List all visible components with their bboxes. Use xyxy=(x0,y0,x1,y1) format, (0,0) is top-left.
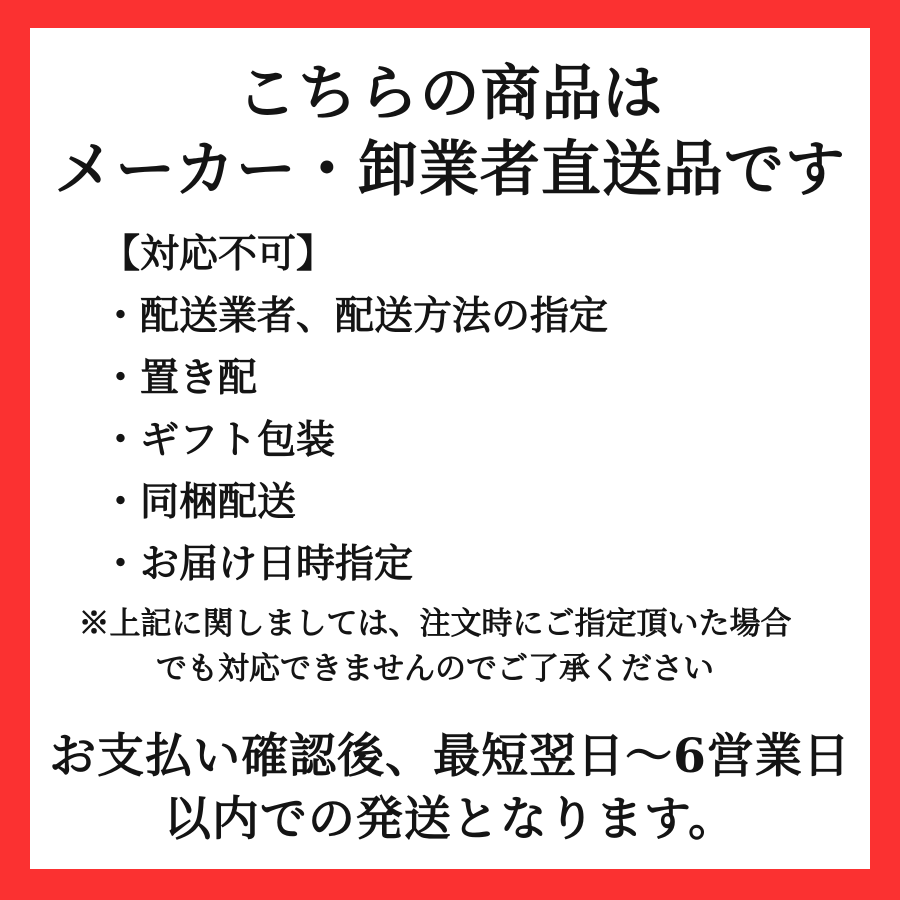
title-line-1: こちらの商品は xyxy=(236,59,664,129)
list-item-label: 置き配 xyxy=(140,355,258,401)
list-item xyxy=(101,533,850,595)
bullet-marker: ・ xyxy=(101,541,141,587)
list-item-label: ギフト包装 xyxy=(140,417,336,463)
bullet-marker: ・ xyxy=(101,479,141,525)
disclaimer-line-2: でも対応できませんのでご了承ください xyxy=(156,651,714,687)
bullet-marker: ・ xyxy=(101,293,141,339)
not-supported-list xyxy=(101,285,850,595)
shipping-line-1: お支払い確認後、最短翌日〜6営業日 xyxy=(49,729,851,784)
list-item xyxy=(101,347,850,409)
title-line-2: メーカー・卸業者直送品です xyxy=(54,135,846,205)
not-supported-section xyxy=(101,223,850,595)
list-item-label: お届け日時指定 xyxy=(140,541,414,587)
bullet-marker: ・ xyxy=(101,417,141,463)
list-item xyxy=(101,285,850,347)
list-item-label: 同梱配送 xyxy=(140,479,297,525)
list-item-label: 配送業者、配送方法の指定 xyxy=(140,293,609,339)
disclaimer-note xyxy=(30,602,840,692)
bullet-marker: ・ xyxy=(101,355,141,401)
not-supported-heading: 【対応不可】 xyxy=(101,231,336,277)
list-item xyxy=(101,409,850,471)
notice-panel xyxy=(30,28,870,869)
list-item xyxy=(101,471,850,533)
shipping-info xyxy=(30,725,870,851)
shipping-line-2: 以内での発送となります。 xyxy=(163,792,737,847)
disclaimer-line-1: ※上記に関しましては、注文時にご指定頂いた場合 xyxy=(78,606,792,642)
page-title xyxy=(30,56,870,208)
